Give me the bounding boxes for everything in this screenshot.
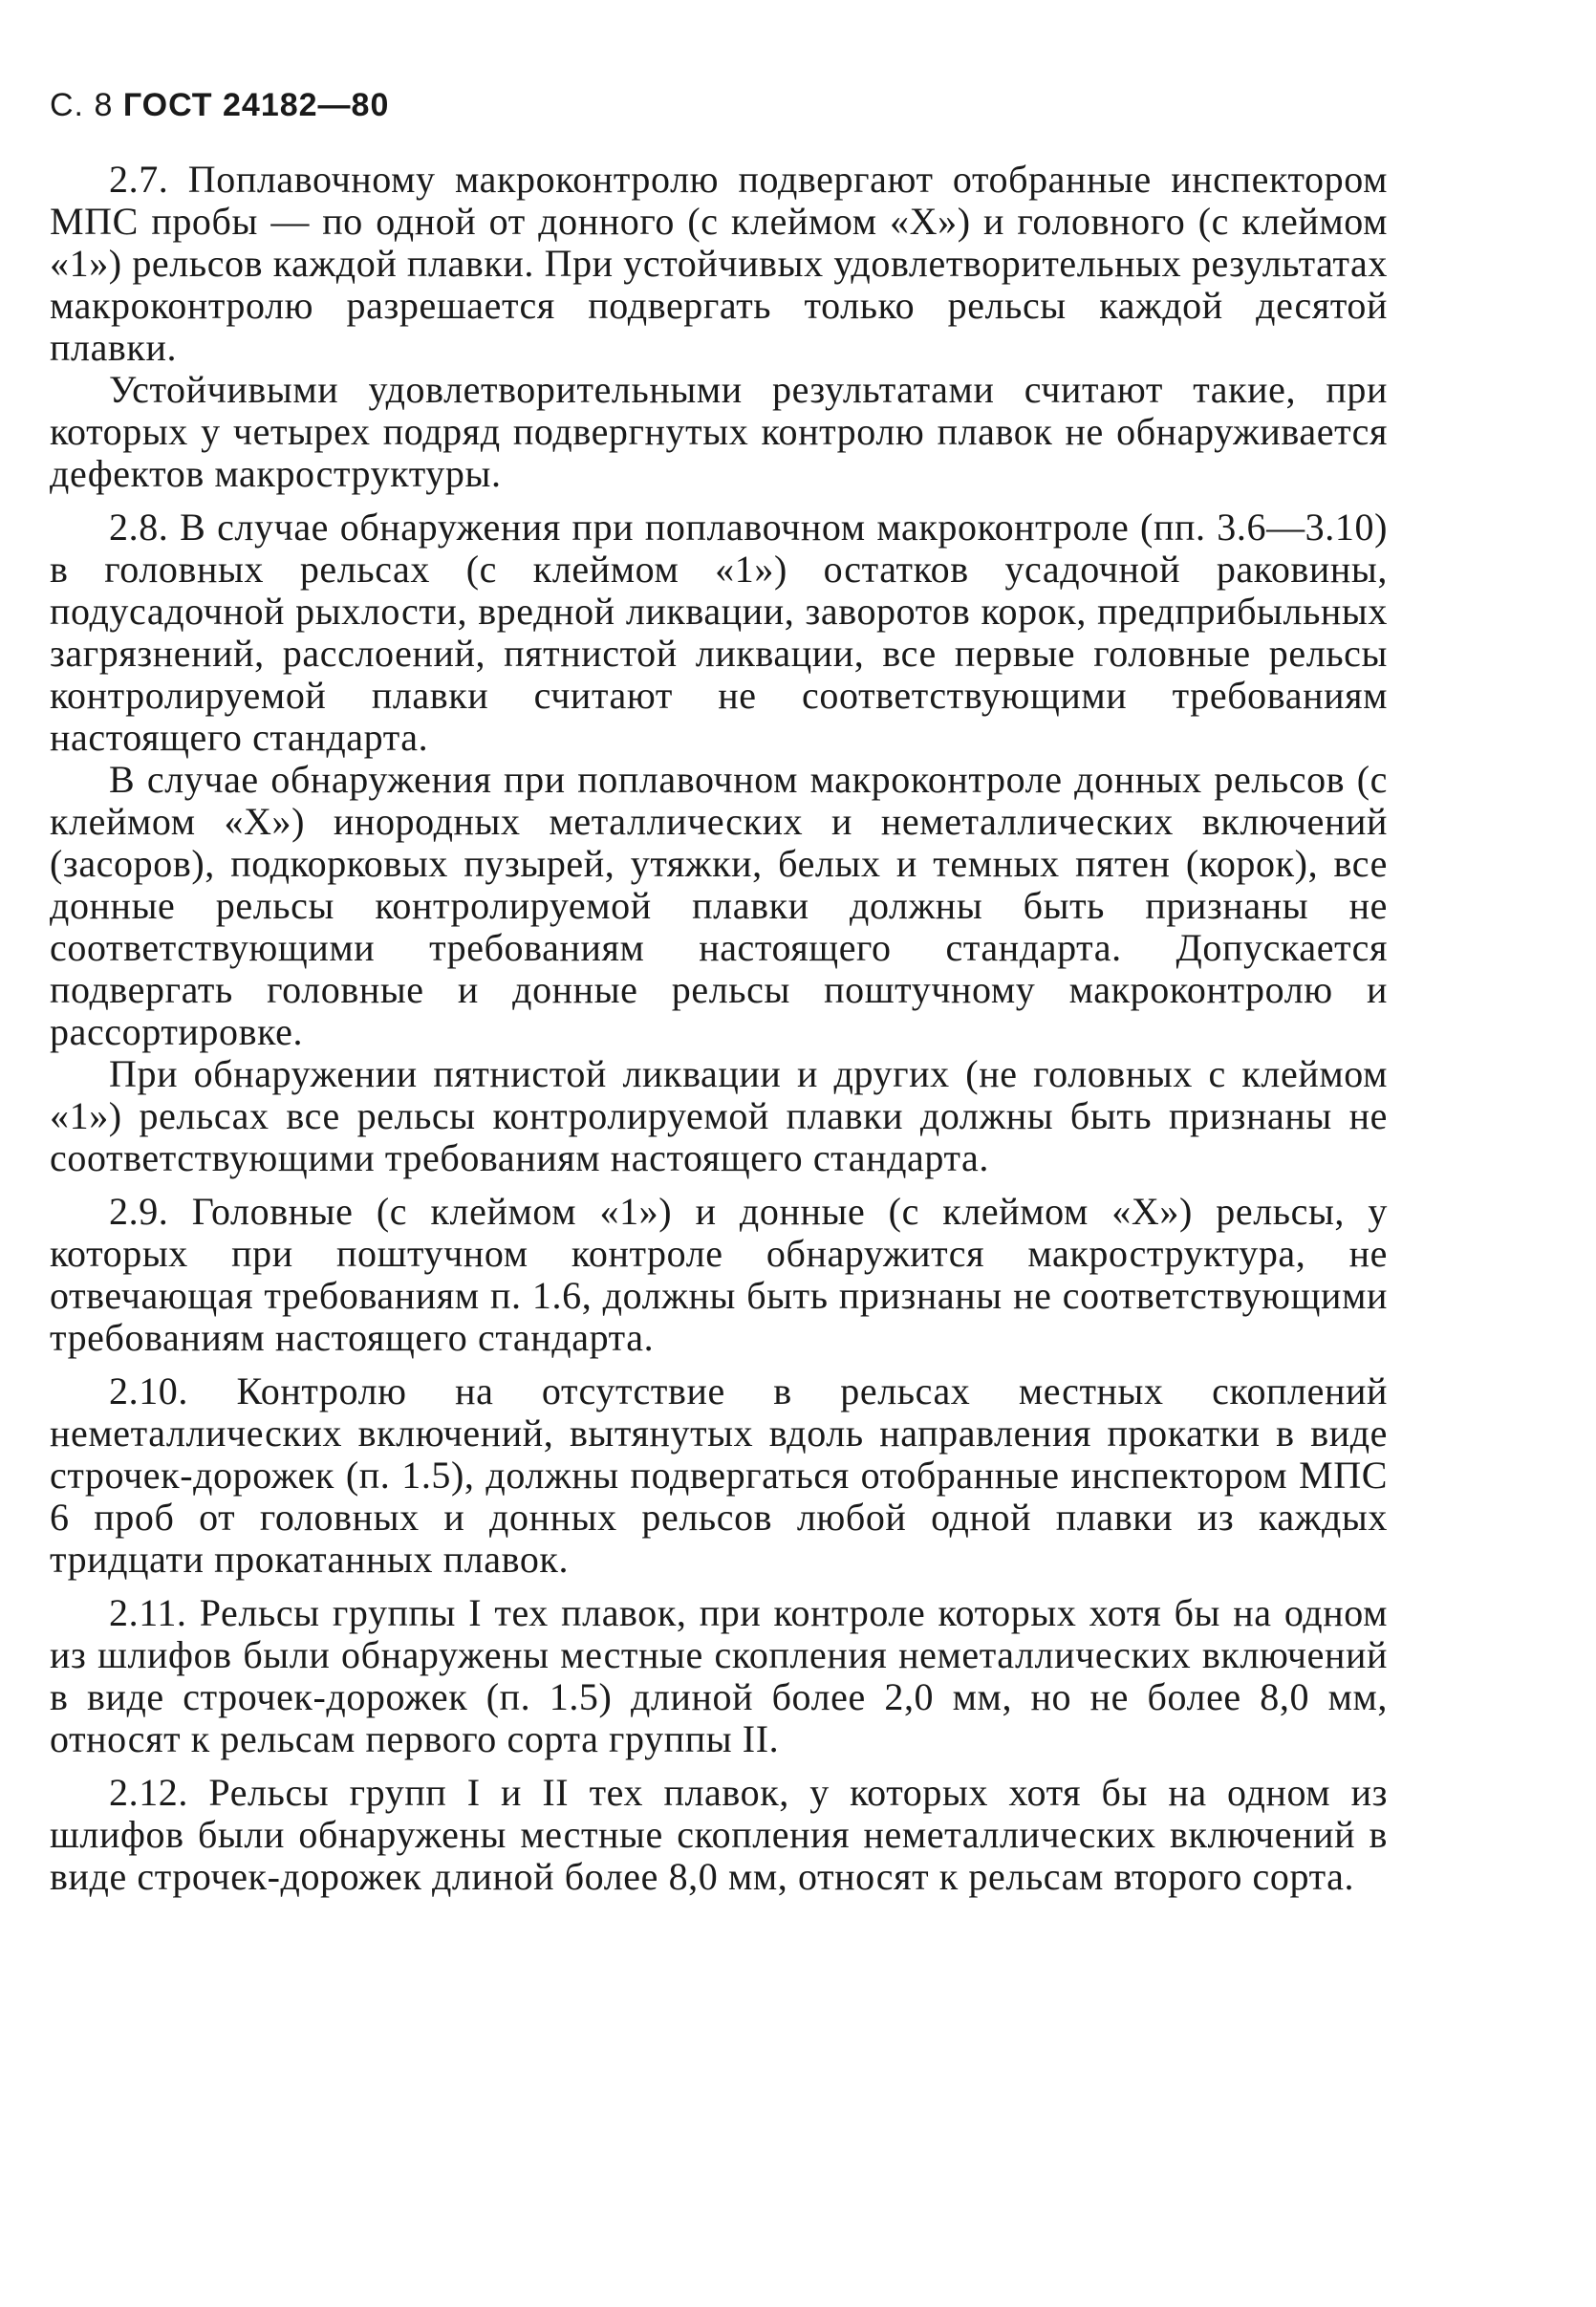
paragraph-2-10: 2.10. Контролю на отсутствие в рельсах местных скоплений неметаллических включений, вытянутых вдоль направления прокатки в виде строчек-дорожек (п. 1.5), должны подвергаться отобранные инспектором МПС 6 проб от головных и донных рельсов любой одной плавки из каждых тридцати прокатанных плавок. (50, 1369, 1388, 1581)
paragraph-2-7: 2.7. Поплавочному макроконтролю подвергают отобранные инспектором МПС пробы — по одной от донного (с клеймом «X») и головного (с клеймом «1») рельсов каждой плавки. При устойчивых удовлетворительных результатах макроконтролю разрешается подвергать только рельсы каждой десятой плавки. (50, 158, 1388, 369)
paragraph-2-8: 2.8. В случае обнаружения при поплавочном макроконтроле (пп. 3.6—3.10) в головных рельсах (с клеймом «1») остатков усадочной раковины, подусадочной рыхлости, вредной ликвации, заворотов корок, предприбыльных загрязнений, расслоений, пятнистой ликвации, все первые головные рельсы контролируемой плавки считают не соответствующими требованиям настоящего стандарта. (50, 506, 1388, 759)
paragraph-2-7-cont: Устойчивыми удовлетворительными результатами считают такие, при которых у четырех подряд подвергнутых контролю плавок не обнаруживается дефектов макроструктуры. (50, 368, 1388, 495)
paragraph-2-9: 2.9. Головные (с клеймом «1») и донные (с клеймом «X») рельсы, у которых при поштучном контроле обнаружится макроструктура, не отвечающая требованиям п. 1.6, должны быть признаны не соответствующими требованиям настоящего стандарта. (50, 1190, 1388, 1359)
standard-code: ГОСТ 24182—80 (122, 87, 390, 123)
paragraph-2-8-spotty-segregation: При обнаружении пятнистой ликвации и других (не головных с клеймом «1») рельсах все рельсы контролируемой плавки должны быть признаны не соответствующими требованиям настоящего стандарта. (50, 1052, 1388, 1179)
page-header (50, 86, 1388, 124)
page-number: С. 8 (50, 87, 114, 123)
paragraph-2-12: 2.12. Рельсы групп I и II тех плавок, у которых хотя бы на одном из шлифов были обнаружены местные скопления неметаллических включений в виде строчек-дорожек длиной более 8,0 мм, относят к рельсам второго сорта. (50, 1771, 1388, 1898)
document-page (50, 86, 1388, 1898)
paragraph-2-8-bottom-rails: В случае обнаружения при поплавочном макроконтроле донных рельсов (с клеймом «X») инородных металлических и неметаллических включений (засоров), подкорковых пузырей, утяжки, белых и темных пятен (корок), все донные рельсы контролируемой плавки должны быть признаны не соответствующими требованиям настоящего стандарта. Допускается подвергать головные и донные рельсы поштучному макроконтролю и рассортировке. (50, 758, 1388, 1053)
paragraph-2-11: 2.11. Рельсы группы I тех плавок, при контроле которых хотя бы на одном из шлифов были обнаружены местные скопления неметаллических включений в виде строчек-дорожек (п. 1.5) длиной более 2,0 мм, но не более 8,0 мм, относят к рельсам первого сорта группы II. (50, 1591, 1388, 1760)
